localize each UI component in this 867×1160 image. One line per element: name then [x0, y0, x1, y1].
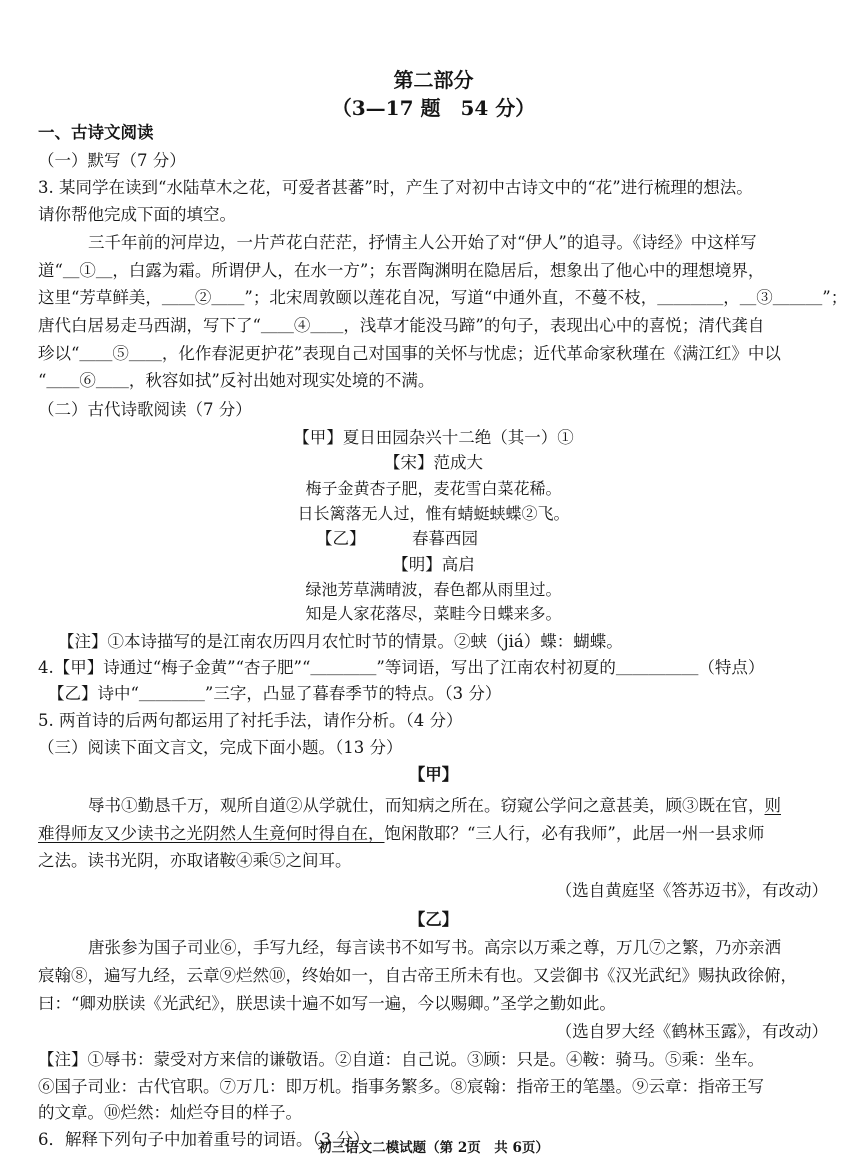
page-footer: 初三语文二模试题（第 2页 共 6页）: [318, 1140, 549, 1156]
prose-jia-line-3: 之法。读书光阴，亦取诸鞍④乘⑤之间耳。: [38, 851, 352, 871]
fill-paragraph-line-6: “＿＿⑥＿＿，秋容如拭”反衬出她对现实处境的不满。: [38, 371, 435, 391]
poem-jia-title: 【甲】夏日田园杂兴十二绝（其一）①: [293, 427, 574, 447]
prose-jia-line-1: [88, 794, 867, 818]
prose-jia-source: （选自黄庭坚《答苏迈书》，有改动）: [555, 881, 828, 901]
fill-paragraph-line-4: 唐代白居易走马西湖，写下了“＿＿④＿＿，浅草才能没马蹄”的句子，表现出心中的喜悦；清代龚自: [38, 315, 765, 335]
prose-yi-line-3: 曰：“卿劝朕读《光武纪》，朕思读十遍不如写一遍，今以赐卿。”圣学之勤如此。: [38, 993, 616, 1013]
fill-paragraph-line-2: 道“＿①＿，白露为霜。所谓伊人，在水一方”；东晋陶渊明在隐居后，想象出了他心中的理想境界，: [38, 260, 765, 280]
question-3-line-2: 请你帮他完成下面的填空。: [38, 205, 236, 225]
prose-jia-line-1-text: 辱书①勤恳千万，观所自道②从学就仕，而知病之所在。窃窥公学问之意甚美，顾③既在官，: [88, 796, 765, 816]
poem-yi-line-2: 知是人家花落尽，菜畦今日蝶来多。: [305, 604, 562, 624]
question-4-line-1: 4.【甲】诗通过“梅子金黄”“杏子肥”“＿＿＿＿”等词语，写出了江南农村初夏的＿＿＿＿＿（特点）: [38, 657, 765, 677]
subsection-poetry: （二）古代诗歌阅读（7 分）: [38, 399, 252, 419]
subsection-dictation: （一）默写（7 分）: [38, 151, 186, 170]
prose-jia-underlined-sentence: 难得师友又少读书之光阴然人生竟何时得自在，: [38, 823, 385, 843]
poem-jia-line-2: 日长篱落无人过，惟有蜻蜓蛱蝶②飞。: [297, 503, 570, 523]
prose-note-line-1: 【注】①辱书：蒙受对方来信的谦敬语。②自道：自己说。③顾：只是。④鞍：骑马。⑤乘：坐车。: [38, 1049, 764, 1069]
poem-note: 【注】①本诗描写的是江南农历四月农忙时节的情景。②蛱（jiá）蝶：蝴蝶。: [58, 632, 623, 652]
part-title: 第二部分: [393, 68, 474, 92]
question-3-line-1: 3. 某同学在读到“水陆草木之花，可爱者甚蕃”时，产生了对初中古诗文中的“花”进行梳理的想法。: [38, 177, 753, 197]
poem-yi-title: 春暮西园: [412, 529, 478, 549]
prose-yi-source: （选自罗大经《鹤林玉露》，有改动）: [555, 1022, 828, 1042]
poem-yi-author: 【明】高启: [392, 555, 475, 575]
prose-yi-label: 【乙】: [408, 909, 459, 929]
poem-yi-label: 【乙】: [316, 529, 366, 549]
subsection-classical-prose: （三）阅读下面文言文，完成下面小题。（13 分）: [38, 737, 403, 757]
prose-jia-line-2-text: 饱闲散耶？“三人行，必有我师”，此居一州一县求师: [384, 823, 765, 843]
part-subtitle: （3—17 题 54 分）: [331, 95, 536, 120]
prose-yi-line-1: 唐张参为国子司业⑥，手写九经，每言读书不如写书。高宗以万乘之尊，万几⑦之繁，乃亦亲洒: [88, 938, 781, 958]
prose-yi-line-2: 宸翰⑧，遍写九经，云章⑨烂然⑩，终始如一，自古帝王所未有也。又尝御书《汉光武纪》赐执政徐俯，: [38, 966, 797, 985]
poem-jia-author: 【宋】范成大: [384, 453, 483, 473]
fill-paragraph-line-5: 珍以“＿＿⑤＿＿，化作春泥更护花”表现自己对国事的关怀与忧虑；近代革命家秋瑾在《满江红》中以: [38, 343, 781, 363]
prose-jia-label: 【甲】: [408, 765, 459, 785]
prose-note-line-3: 的文章。⑩烂然：灿烂夺目的样子。: [38, 1103, 302, 1123]
prose-note-line-2: ⑥国子司业：古代官职。⑦万几：即万机。指事务繁多。⑧宸翰：指帝王的笔墨。⑨云章：指帝王写: [38, 1076, 764, 1096]
poem-jia-line-1: 梅子金黄杏子肥，麦花雪白菜花稀。: [305, 478, 562, 498]
section-heading: 一、古诗文阅读: [38, 123, 154, 143]
prose-jia-underlined-start: 则: [764, 796, 781, 816]
question-6: 6．解释下列句子中加着重号的词语。（3 分）: [38, 1130, 370, 1149]
fill-paragraph-line-1: 三千年前的河岸边，一片芦花白茫茫，抒情主人公开始了对“伊人”的追寻。《诗经》中这样写: [88, 233, 757, 252]
fill-paragraph-line-3: 这里“芳草鲜美，＿＿②＿＿”；北宋周敦颐以莲花自况，写道“中通外直，不蔓不枝，＿＿＿＿，＿③＿＿＿”；: [38, 288, 848, 308]
question-5: 5. 两首诗的后两句都运用了衬托手法，请作分析。（4 分）: [38, 711, 463, 731]
prose-jia-line-2: [38, 822, 838, 846]
poem-yi-line-1: 绿池芳草满晴波，春色都从雨里过。: [305, 579, 562, 599]
question-4-line-2: 【乙】诗中“＿＿＿＿”三字，凸显了暮春季节的特点。（3 分）: [48, 684, 502, 704]
